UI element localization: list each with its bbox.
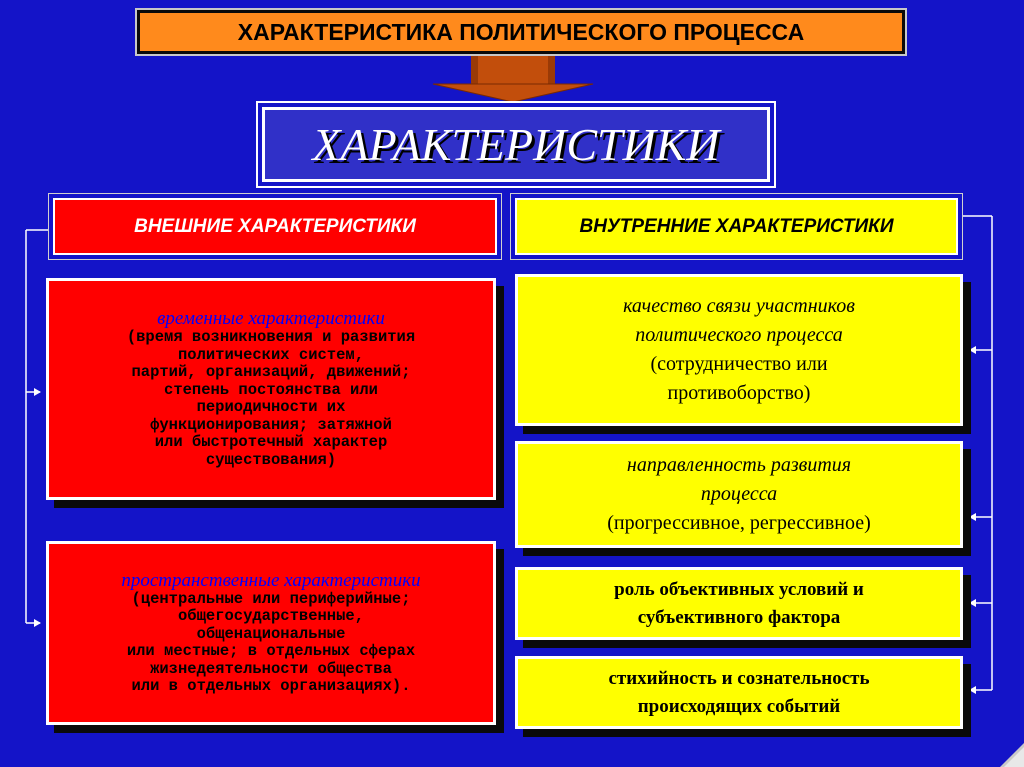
external-characteristics-header: ВНЕШНИЕ ХАРАКТЕРИСТИКИ [53, 198, 497, 255]
internal-item-body: стихийность и сознательность происходящих событий [608, 667, 870, 717]
internal-item-title: направленность развития процесса [626, 454, 852, 505]
internal-item-direction [515, 441, 963, 548]
internal-item-title: качество связи участников политического процесса [623, 295, 855, 346]
corner-curl-icon [1000, 743, 1024, 767]
external-item-temporal [46, 278, 496, 500]
external-item-body: (время возникновения и развития политических систем, партий, организаций, движений; степень постоянства или периодичности их функционирования; затяжной или быстротечный характер существования) [126, 328, 416, 469]
external-item-title: пространственные характеристики [121, 569, 421, 591]
down-arrow-icon [433, 56, 593, 102]
internal-item-body: роль объективных условий и субъективного фактора [614, 578, 864, 628]
internal-item-connection-quality [515, 274, 963, 426]
internal-item-conditions-role [515, 567, 963, 640]
external-item-spatial [46, 541, 496, 725]
main-characteristics-box: ХАРАКТЕРИСТИКИ [262, 107, 770, 182]
right-bracket-connector [962, 216, 992, 690]
internal-item-body: (прогрессивное, регрессивное) [607, 512, 871, 534]
internal-item-body: (сотрудничество или противоборство) [650, 353, 828, 404]
internal-item-spontaneity [515, 656, 963, 729]
external-item-body: (центральные или периферийные; общегосударственные, общенациональные или местные; в отдельных сферах жизнедеятельности общества или в отдельных организациях). [126, 589, 416, 695]
external-item-title: временные характеристики [157, 308, 385, 329]
page-title: ХАРАКТЕРИСТИКА ПОЛИТИЧЕСКОГО ПРОЦЕССА [137, 10, 905, 54]
internal-characteristics-header: ВНУТРЕННИЕ ХАРАКТЕРИСТИКИ [515, 198, 958, 255]
